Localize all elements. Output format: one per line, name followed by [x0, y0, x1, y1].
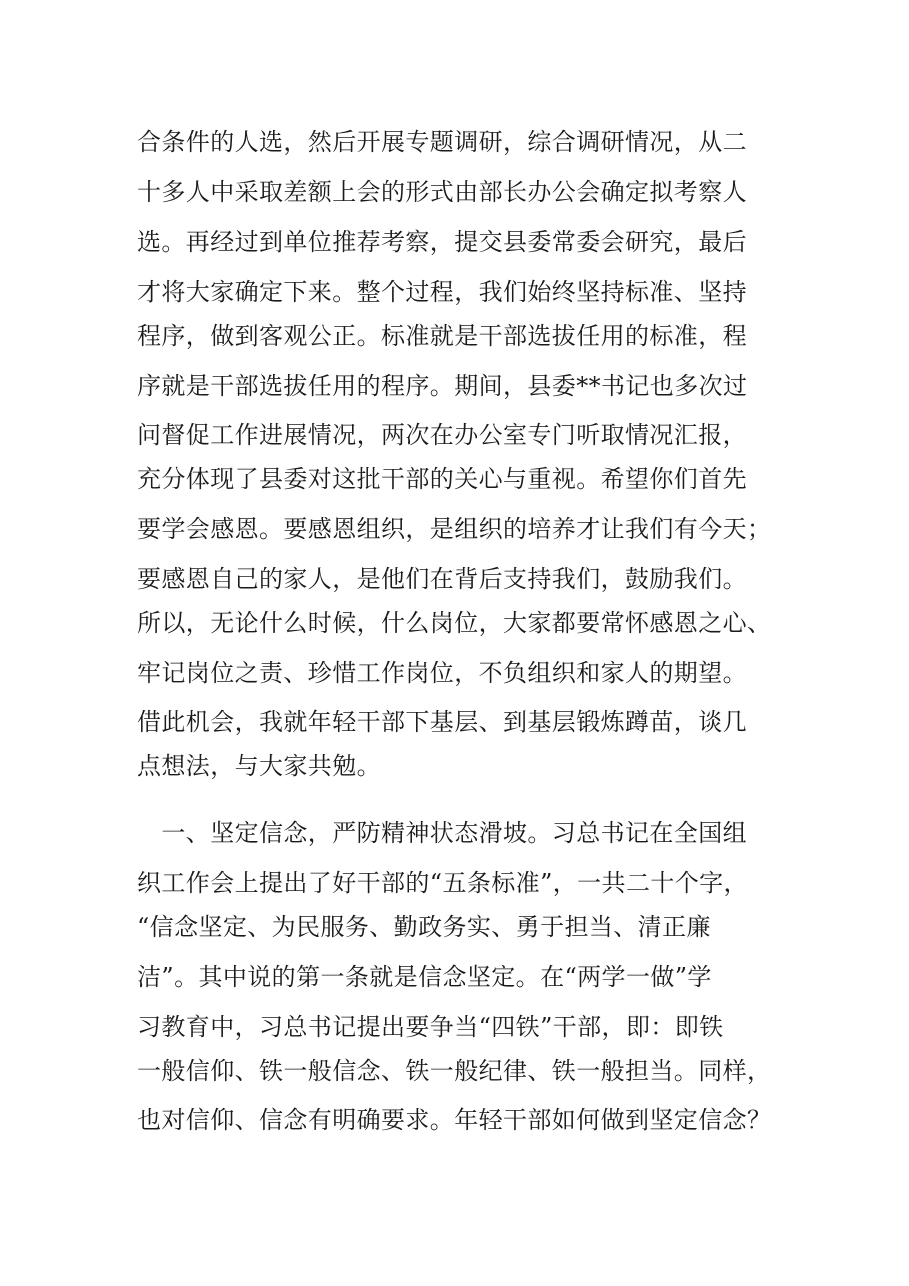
text-line: 也对信仰、信念有明确要求。年轻干部如何做到坚定信念？: [137, 1106, 772, 1134]
text-line: 要学会感恩。要感恩组织，是组织的培养才让我们有今天；: [137, 515, 772, 543]
paragraph-heading-line: 一、坚定信念，严防精神状态滑坡。习总书记在全国组: [137, 819, 747, 847]
text-line: 才将大家确定下来。整个过程，我们始终坚持标准、坚持: [137, 278, 747, 306]
text-line: 合条件的人选，然后开展专题调研，综合调研情况，从二: [137, 128, 747, 156]
text-line: 借此机会，我就年轻干部下基层、到基层锻炼蹲苗，谈几: [137, 708, 747, 736]
text-line: 问督促工作进展情况，两次在办公室专门听取情况汇报，: [137, 421, 747, 449]
text-line: 牢记岗位之责、珍惜工作岗位，不负组织和家人的期望。: [137, 659, 747, 687]
text-line: 选。再经过到单位推荐考察，提交县委常委会研究，最后: [137, 228, 747, 256]
text-line: 充分体现了县委对这批干部的关心与重视。希望你们首先: [137, 465, 747, 493]
text-line: 序就是干部选拔任用的程序。期间，县委**书记也多次过: [137, 372, 748, 400]
text-line: “信念坚定、为民服务、勤政务实、勇于担当、清正廉: [137, 913, 711, 941]
text-line: 织工作会上提出了好干部的“五条标准”，一共二十个字，: [137, 869, 748, 897]
text-line: 点想法，与大家共勉。: [137, 752, 381, 780]
text-line: 一般信仰、铁一般信念、铁一般纪律、铁一般担当。同样，: [137, 1057, 772, 1085]
text-line: 要感恩自己的家人，是他们在背后支持我们，鼓励我们。: [137, 565, 747, 593]
text-line: 洁”。其中说的第一条就是信念坚定。在“两学一做”学: [137, 963, 712, 991]
text-line: 习教育中，习总书记提出要争当“四铁”干部，即：即铁: [137, 1013, 724, 1041]
text-line: 十多人中采取差额上会的形式由部长办公会确定拟考察人: [137, 178, 747, 206]
text-line: 程序，做到客观公正。标准就是干部选拔任用的标准，程: [137, 322, 747, 350]
text-line: 所以，无论什么时候，什么岗位，大家都要常怀感恩之心、: [137, 609, 772, 637]
